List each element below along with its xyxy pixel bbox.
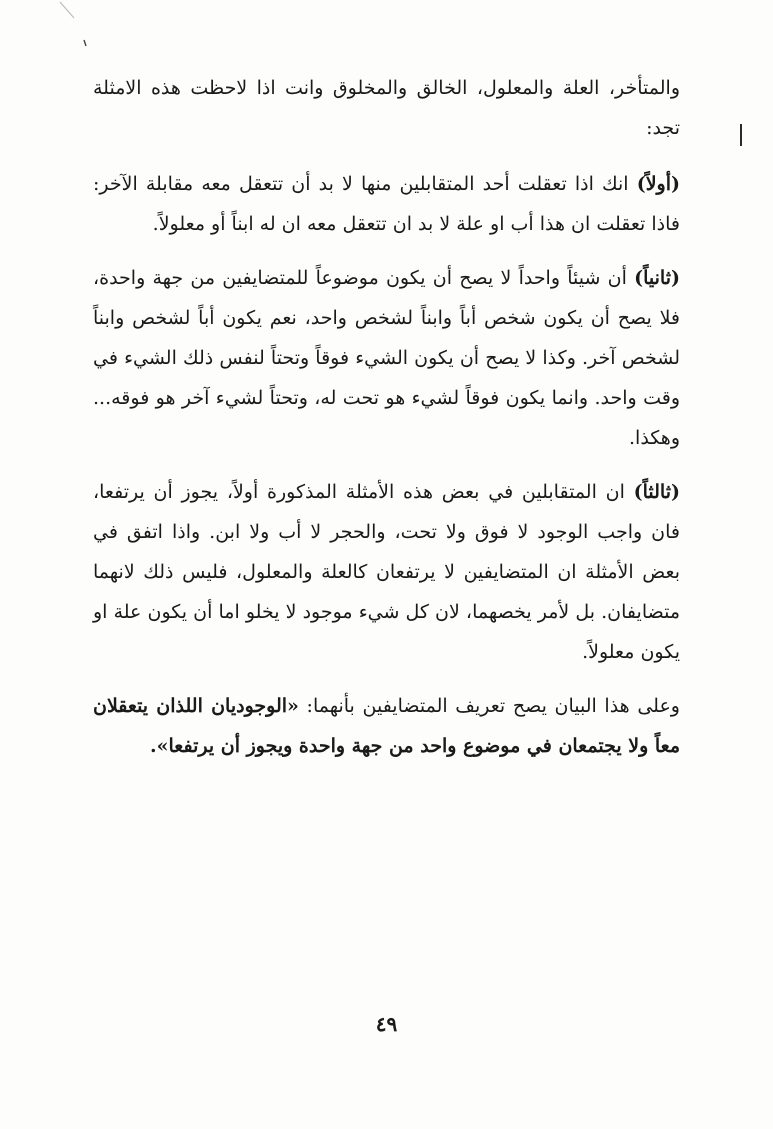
paragraph-2 [93,164,680,244]
margin-bar-mark [740,124,742,146]
paragraph-4 [93,472,680,672]
paragraph-5 [93,686,680,766]
paragraph-1-text: والمتأخر، العلة والمعلول، الخالق والمخلوق وانت اذا لاحظت هذه الامثلة تجد: [93,77,680,139]
paragraph-5-text: وعلى هذا البيان يصح تعريف المتضايفين بأنهما: [298,695,680,717]
paragraph-2-text: انك اذا تعقلت أحد المتقابلين منها لا بد أن تتعقل معه مقابلة الآخر: فاذا تعقلت ان هذا أب او علة لا بد ان تتعقل معه ان له ابناً أو معلولاً. [93,173,680,235]
paragraph-3 [93,258,680,458]
paragraph-3-text: أن شيئاً واحداً لا يصح أن يكون موضوعاً للمتضايفين من جهة واحدة، فلا يصح أن يكون شخص أباً وابناً لشخص واحد، نعم يكون أباً لشخص وابناً لشخص آخر. وكذا لا يصح أن يكون الشيء فوقاً وتحتاً لنفس ذلك الشيء في وقت واحد. وانما يكون فوقاً لشيء هو تحت له، وتحتاً لشيء آخر هو فوقه... وهكذا. [93,267,680,449]
paragraph-4-text: ان المتقابلين في بعض هذه الأمثلة المذكورة أولاً، يجوز أن يرتفعا، فان واجب الوجود لا فوق ولا تحت، والحجر لا أب ولا ابن. واذا اتفق في بعض الأمثلة ان المتضايفين لا يرتفعان كالعلة والمعلول، فليس ذلك لانهما متضايفان. بل لأمر يخصهما، لان كل شيء موجود لا يخلو اما أن يكون علة او يكون معلولاً. [93,481,680,663]
page-number: ٤٩ [375,1012,398,1036]
paragraph-4-lead: (ثالثاً) [633,481,680,503]
body-text [93,68,680,780]
paragraph-2-lead: (أولاً) [636,173,680,195]
paragraph-3-lead: (ثانياً) [634,267,680,289]
definition-quote: «الوجوديان اللذان يتعقلان معاً ولا يجتمعان في موضوع واحد من جهة واحدة ويجوز أن يرتفعا». [93,695,680,757]
paragraph-1 [93,68,680,148]
corner-scratch-mark [58,0,98,50]
